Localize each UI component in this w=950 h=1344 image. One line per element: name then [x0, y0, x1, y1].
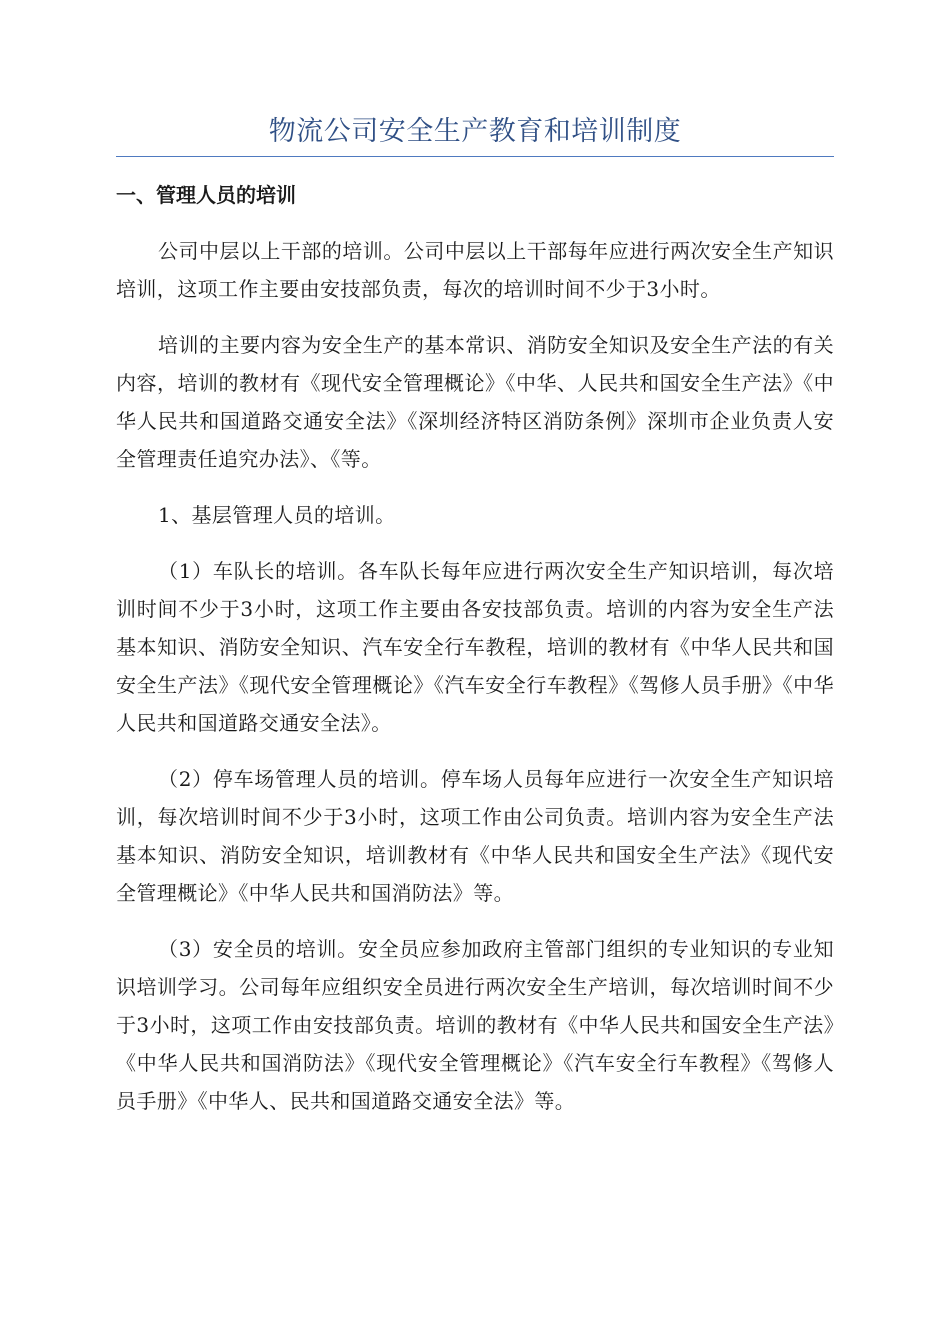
paragraph-safety-officer-training: （3）安全员的培训。安全员应参加政府主管部门组织的专业知识的专业知识培训学习。公司每年应组织安全员进行两次安全生产培训，每次培训时间不少于3小时，这项工作由安技部负责。培训的教材有《中华人民共和国安全生产法》《中华人民共和国消防法》《现代安全管理概论》《汽车安全行车教程》《驾修人员手册》《中华人、民共和国道路交通安全法》等。	[116, 937, 834, 1113]
document-title: 物流公司安全生产教育和培训制度	[268, 116, 682, 147]
title-underline	[116, 156, 834, 157]
paragraph-fleet-leader-training: （1）车队长的培训。各车队长每年应进行两次安全生产知识培训，每次培训时间不少于3小时，这项工作主要由各安技部负责。培训的内容为安全生产法基本知识、消防安全知识、汽车安全行车教程，培训的教材有《中华人民共和国安全生产法》《现代安全管理概论》《汽车安全行车教程》《驾修人员手册》《中华人民共和国道路交通安全法》。	[116, 559, 834, 735]
paragraph-parking-manager-training: （2）停车场管理人员的培训。停车场人员每年应进行一次安全生产知识培训，每次培训时间不少于3小时，这项工作由公司负责。培训内容为安全生产法基本知识、消防安全知识，培训教材有《中华人民共和国安全生产法》《现代安全管理概论》《中华人民共和国消防法》等。	[116, 767, 834, 905]
document-page	[116, 0, 834, 1120]
section-heading-management-training: 一、管理人员的培训	[116, 183, 296, 207]
paragraph-training-content: 培训的主要内容为安全生产的基本常识、消防安全知识及安全生产法的有关内容，培训的教材有《现代安全管理概论》《中华、人民共和国安全生产法》《中华人民共和国道路交通安全法》《深圳经济特区消防条例》深圳市企业负责人安全管理责任追究办法》、《等。	[116, 333, 834, 471]
paragraph-grassroots-manager-training: 1、基层管理人员的培训。	[158, 503, 396, 527]
paragraph-mid-level-cadre-training: 公司中层以上干部的培训。公司中层以上干部每年应进行两次安全生产知识培训，这项工作主要由安技部负责，每次的培训时间不少于3小时。	[116, 239, 834, 301]
